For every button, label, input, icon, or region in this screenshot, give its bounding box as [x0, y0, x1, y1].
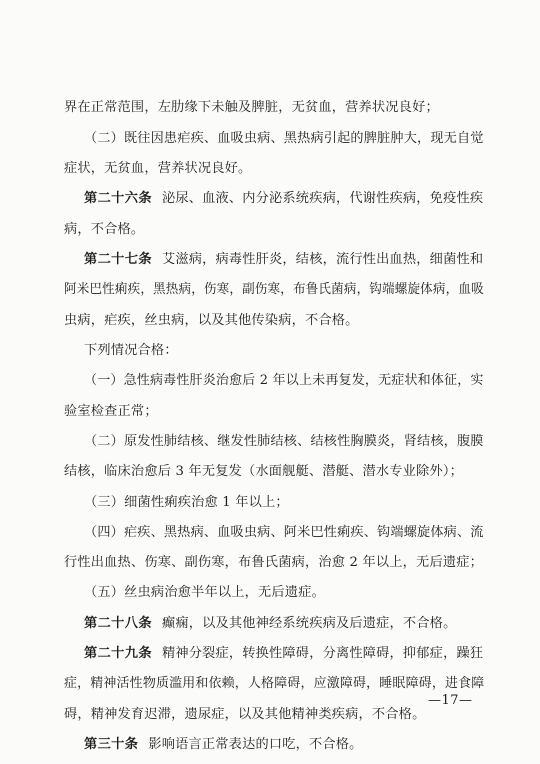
line-text: （二）原发性肺结核、继发性肺结核、结核性胸膜炎，肾结核，腹膜 [84, 434, 484, 449]
line-text: 阿米巴性痢疾，黑热病，伤寒，副伤寒，布鲁氏菌病，钩端螺旋体病，血吸 [64, 282, 484, 297]
article-heading: 第三十条 [84, 737, 139, 752]
text-line [84, 131, 484, 147]
text-line [84, 191, 483, 207]
line-text: 癫痫，以及其他神经系统疾病及后遗症，不合格。 [161, 616, 457, 631]
article-heading: 第二十九条 [84, 646, 152, 661]
text-line [84, 495, 289, 511]
text-line [84, 646, 483, 662]
line-text: 下列情况合格： [84, 343, 178, 358]
text-line [64, 404, 158, 420]
text-line [84, 737, 363, 753]
text-line [84, 343, 178, 359]
line-text: 虫病，疟疾，丝虫病，以及其他传染病，不合格。 [64, 313, 359, 328]
text-line [64, 282, 484, 298]
text-line [84, 585, 325, 601]
line-text: 泌尿、血液、内分泌系统疾病，代谢性疾病，免疫性疾 [161, 191, 484, 206]
line-text: 影响语言正常表达的口吃，不合格。 [148, 737, 363, 752]
text-line [64, 464, 463, 480]
article-heading: 第二十六条 [84, 191, 152, 206]
line-text: 症，精神活性物质滥用和依赖，人格障碍，应激障碍，睡眠障碍，进食障 [64, 676, 485, 691]
line-text: 验室检查正常； [64, 404, 158, 419]
line-text: 碍，精神发育迟滞，遗尿症，以及其他精神类疾病，不合格。 [64, 707, 426, 722]
text-line [64, 222, 144, 238]
article-heading: 第二十七条 [84, 252, 152, 267]
line-text: （三）细菌性痢疾治愈 1 年以上； [84, 495, 289, 510]
line-text: 艾滋病，病毒性肝炎，结核，流行性出血热，细菌性和 [161, 252, 484, 267]
page-number: —17— [428, 693, 473, 708]
article-heading: 第二十八条 [84, 616, 152, 631]
line-text: 精神分裂症，转换性障碍，分离性障碍，抑郁症，躁狂 [161, 646, 484, 661]
line-text: （一）急性病毒性肝炎治愈后 2 年以上未再复发，无症状和体征，实 [84, 373, 484, 388]
text-line [64, 100, 439, 116]
text-line [64, 676, 484, 692]
text-line [84, 616, 456, 632]
text-line [64, 555, 483, 571]
line-text: 症状，无贫血，营养状况良好。 [64, 161, 252, 176]
text-line [64, 161, 251, 177]
line-text: （四）疟疾、黑热病、血吸虫病、阿米巴性痢疾、钩端螺旋体病、流 [84, 525, 484, 540]
line-text: 行性出血热、伤寒、副伤寒，布鲁氏菌病，治愈 2 年以上，无后遗症； [64, 555, 483, 570]
text-line [84, 434, 484, 450]
line-text: 界在正常范围，左肋缘下未触及脾脏，无贫血，营养状况良好； [64, 100, 439, 115]
line-text: 病，不合格。 [64, 222, 145, 237]
line-text: 结核，临床治愈后 3 年无复发（水面舰艇、潜艇、潜水专业除外）； [64, 464, 464, 479]
text-line [84, 252, 483, 268]
text-line [84, 525, 484, 541]
text-line [64, 313, 359, 329]
text-line [64, 707, 425, 723]
line-text: （五）丝虫病治愈半年以上，无后遗症。 [84, 585, 325, 600]
text-line [84, 373, 484, 389]
line-text: （二）既往因患疟疾、血吸虫病、黑热病引起的脾脏肿大，现无自觉 [84, 131, 484, 146]
